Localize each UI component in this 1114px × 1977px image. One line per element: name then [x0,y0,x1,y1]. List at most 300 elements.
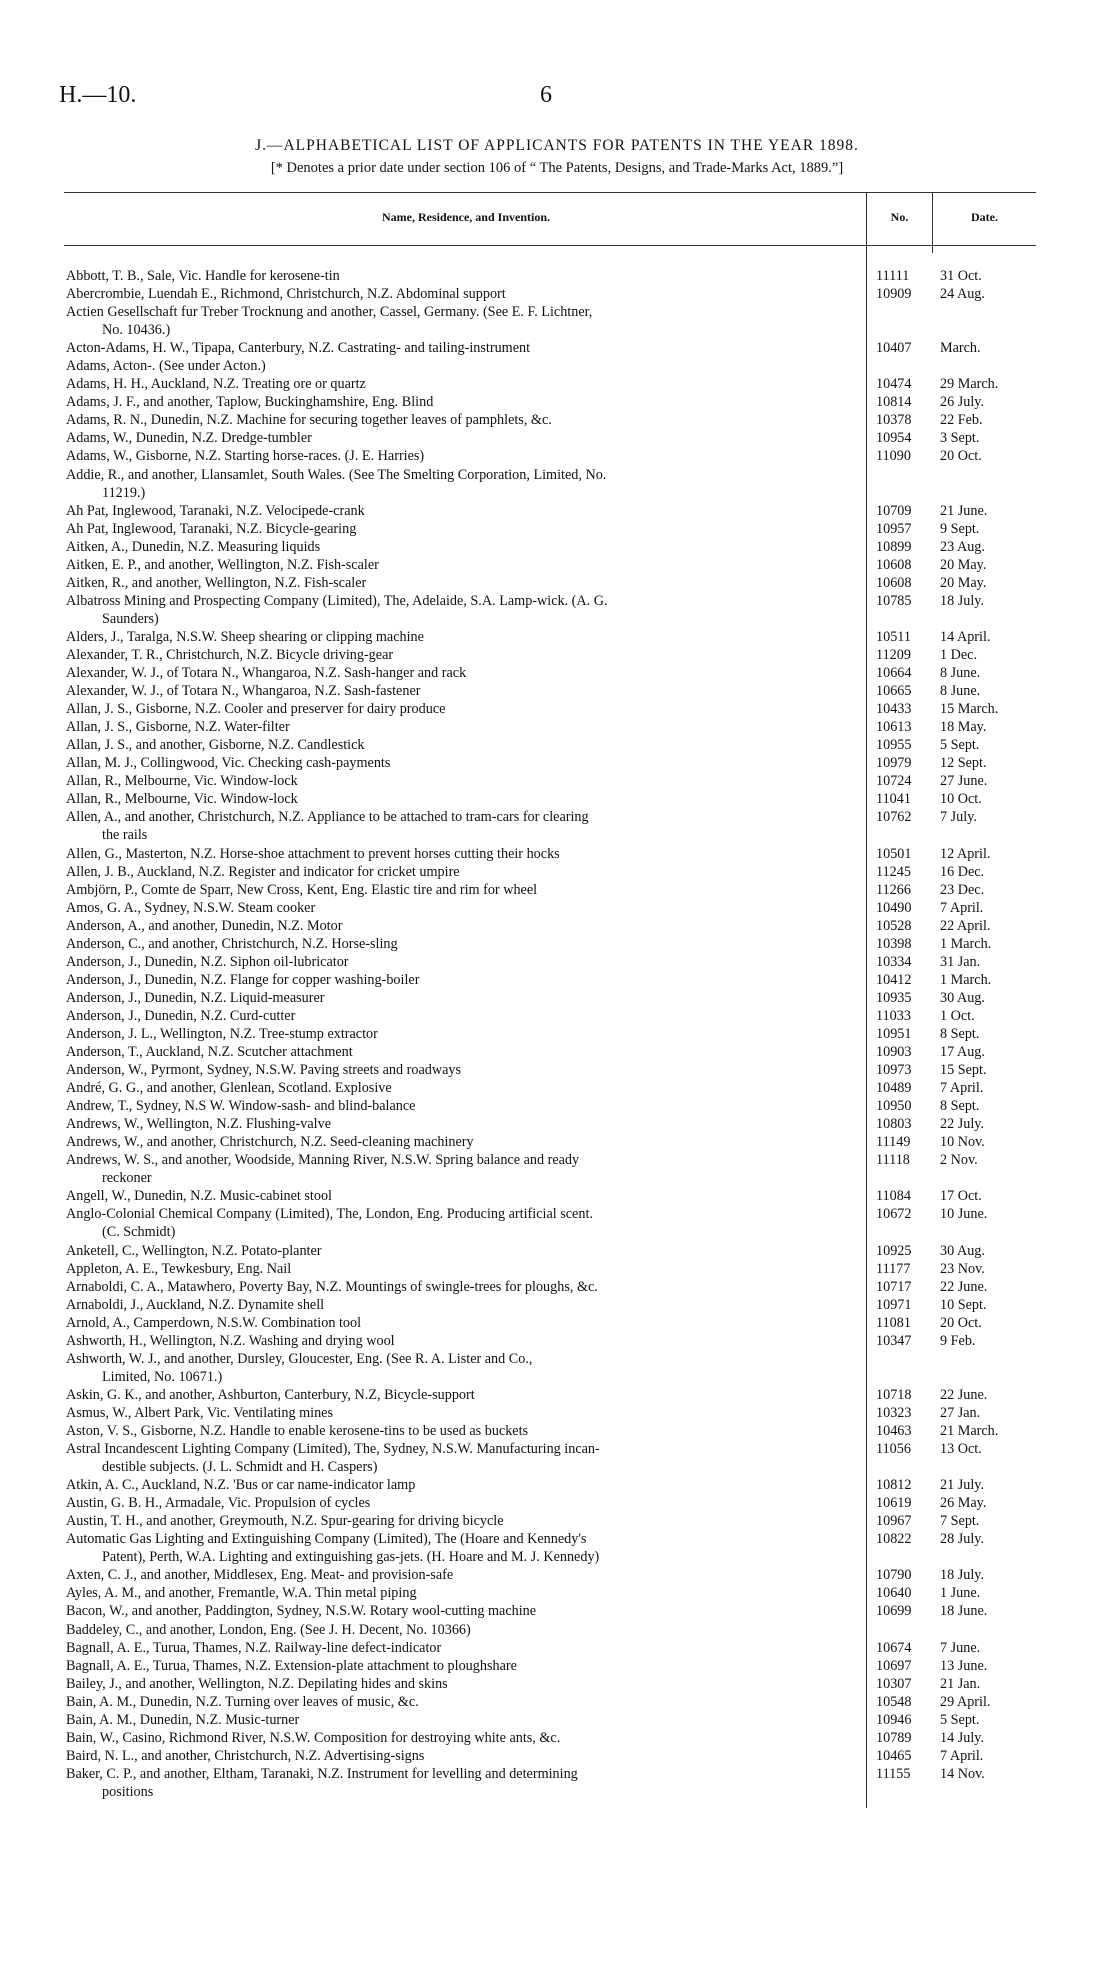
applicant-text [66,538,862,556]
applicant-cell [66,429,868,447]
applicant-cell [66,1314,868,1332]
applicant-text [66,1530,862,1548]
table-row [66,989,1036,1007]
application-date: 10 Oct. [940,791,982,808]
patent-number: 10762 [876,809,912,826]
applicant-cell [66,1711,868,1729]
applicant-line: Allan, R., Melbourne, Vic. Window-lock [66,773,298,790]
application-date: 15 March. [940,701,999,718]
applicant-cell [66,1260,868,1278]
applicant-line: Andrew, T., Sydney, N.S W. Window-sash- and blind-balance [66,1098,416,1115]
applicant-line: Aitken, R., and another, Wellington, N.Z. Fish-scaler [66,574,367,591]
table-row [66,682,1036,700]
table-row [66,538,1036,556]
patent-number: 11111 [876,268,910,284]
patent-number: 10935 [876,989,912,1006]
table-row [66,1675,1036,1693]
table-row [66,285,1036,303]
applicant-cell [66,881,868,899]
applicant-text [66,1729,862,1747]
application-date: 27 Jan. [940,1404,981,1421]
applicant-continuation: Saunders) [102,610,159,627]
applicant-text [66,1693,862,1711]
application-date: 9 Feb. [940,1332,976,1349]
applicant-line: Anderson, J. L., Wellington, N.Z. Tree-stump extractor [66,1025,378,1042]
patent-number: 10511 [876,628,911,645]
applicant-cell [66,1494,868,1512]
application-date: 14 April. [940,628,991,645]
application-date [932,357,1036,375]
applicant-line: Askin, G. K., and another, Ashburton, Canterbury, N.Z, Bicycle-support [66,1386,475,1403]
patent-number: 11090 [876,448,911,465]
patent-number: 10822 [876,1531,912,1548]
applicant-cell [66,267,868,285]
applicant-text [66,1187,862,1205]
patent-number: 10664 [876,665,912,682]
applicant-line: Andrews, W., and another, Christchurch, N.Z. Seed-cleaning machinery [66,1134,474,1151]
applicant-text [66,700,862,718]
applicant-line: Arnaboldi, C. A., Matawhero, Poverty Bay, N.Z. Mountings of swingle-trees for ploughs, &c. [66,1278,598,1295]
applicant-text [66,375,862,393]
application-date: 22 June. [940,1278,988,1295]
applicant-text [66,1278,862,1296]
applicant-text [66,1314,862,1332]
applicant-text [66,1602,862,1620]
applicant-text [66,772,862,790]
table-row [66,1711,1036,1729]
applicant-line: Abbott, T. B., Sale, Vic. Handle for kerosene-tin [66,268,340,284]
applicant-line: Austin, G. B. H., Armadale, Vic. Propulsion of cycles [66,1495,371,1512]
applicant-line: Alders, J., Taralga, N.S.W. Sheep shearing or clipping machine [66,628,424,645]
table-row [66,1115,1036,1133]
applicant-continuation: positions [102,1783,154,1800]
applicant-line: Bailey, J., and another, Wellington, N.Z. Depilating hides and skins [66,1675,448,1692]
application-date: 22 April. [940,917,991,934]
patent-number: 10640 [876,1585,912,1602]
applicant-cell [66,1639,868,1657]
applicant-text [66,1512,862,1530]
applicant-cell [66,393,868,411]
table-row [66,754,1036,772]
patent-number: 10407 [876,340,912,357]
table-row [66,1476,1036,1494]
application-date: 14 July. [940,1729,985,1746]
applicant-line: Atkin, A. C., Auckland, N.Z. 'Bus or car name-indicator lamp [66,1477,416,1494]
table-row [66,1332,1036,1350]
applicant-cell [66,1025,868,1043]
applicant-text [66,1097,862,1115]
applicant-cell [66,1187,868,1205]
applicant-cell [66,1584,868,1602]
application-date: 12 April. [940,845,991,862]
patent-number: 10717 [876,1278,912,1295]
application-date: 18 June. [940,1603,988,1620]
applicant-cell [66,1602,868,1620]
applicant-text [66,1386,862,1404]
patent-number: 10548 [876,1693,912,1710]
applicant-line: Alexander, W. J., of Totara N., Whangaroa, N.Z. Sash-fastener [66,683,421,700]
application-date: 31 Oct. [940,268,982,284]
table-row [66,303,1036,339]
patent-number: 10528 [876,917,912,934]
table-row [66,790,1036,808]
applicant-cell [66,1350,868,1386]
patent-number [868,466,932,502]
applicant-line: Ashworth, W. J., and another, Dursley, Gloucester, Eng. (See R. A. Lister and Co., [66,1350,533,1367]
application-date: 10 Nov. [940,1134,985,1151]
patent-number: 10709 [876,502,912,519]
applicant-text [66,592,862,610]
applicant-cell [66,989,868,1007]
application-date: 26 July. [940,394,985,411]
patent-number: 10697 [876,1657,912,1674]
application-date: 23 Dec. [940,881,985,898]
applicant-line: Adams, Acton-. (See under Acton.) [66,358,266,375]
applicant-text [66,646,862,664]
application-date: 5 Sept. [940,737,980,754]
applicant-text [66,989,862,1007]
applicant-continuation: reckoner [102,1170,152,1187]
application-date: 13 June. [940,1657,988,1674]
table-row [66,429,1036,447]
applicant-line: Ambjörn, P., Comte de Sparr, New Cross, Kent, Eng. Elastic tire and rim for wheel [66,881,538,898]
applicant-line: Amos, G. A., Sydney, N.S.W. Steam cooker [66,899,316,916]
application-date: 12 Sept. [940,755,987,772]
applicant-cell [66,772,868,790]
patent-number: 11041 [876,791,911,808]
patent-number [868,1350,932,1386]
applicant-text [66,447,862,465]
applicant-text [66,682,862,700]
application-date: 20 May. [940,556,987,573]
table-row [66,1602,1036,1620]
applicant-text [66,1440,862,1458]
table-row [66,375,1036,393]
column-header-date: Date. [971,210,998,224]
page-number: 6 [540,82,552,108]
applicant-line: Bain, W., Casino, Richmond River, N.S.W. Composition for destroying white ants, &c. [66,1729,561,1746]
patent-number: 11149 [876,1134,911,1151]
applicant-cell [66,1476,868,1494]
applicant-line: Appleton, A. E., Tewkesbury, Eng. Nail [66,1260,292,1277]
applicant-text [66,1675,862,1693]
applicant-text [66,1747,862,1765]
applicant-text [66,1476,862,1494]
patent-number: 10489 [876,1080,912,1097]
table-row [66,1657,1036,1675]
applicant-text [66,556,862,574]
patent-number: 10909 [876,286,912,303]
table-row [66,1729,1036,1747]
applicant-text [66,808,862,826]
application-date: 21 March. [940,1423,999,1439]
table-row [66,267,1036,285]
application-date: 8 Sept. [940,1025,980,1042]
patent-number: 10718 [876,1386,912,1403]
table-row [66,772,1036,790]
table-row [66,393,1036,411]
applicant-text [66,411,862,429]
applicant-text [66,790,862,808]
table-row [66,953,1036,971]
applicant-cell [66,790,868,808]
applicant-cell [66,1440,868,1476]
applicant-cell [66,285,868,303]
applicant-line: Asmus, W., Albert Park, Vic. Ventilating mines [66,1404,333,1421]
applicant-cell [66,1097,868,1115]
applicant-text [66,1494,862,1512]
application-date: 26 May. [940,1495,987,1512]
patent-number: 10946 [876,1711,912,1728]
applicant-cell [66,628,868,646]
application-date: 20 May. [940,574,987,591]
applicant-line: Austin, T. H., and another, Greymouth, N.Z. Spur-gearing for driving bicycle [66,1513,504,1530]
applicant-line: Bagnall, A. E., Turua, Thames, N.Z. Railway-line defect-indicator [66,1639,442,1656]
applicant-text [66,1151,862,1169]
patent-number [868,303,932,339]
application-date: 30 Aug. [940,989,985,1006]
table-row [66,1097,1036,1115]
table-row [66,1025,1036,1043]
table-row [66,1079,1036,1097]
applicant-continuation: No. 10436.) [102,322,171,339]
applicant-text [66,1422,862,1440]
applicant-text [66,1133,862,1151]
patent-number: 10971 [876,1296,912,1313]
applicant-cell [66,502,868,520]
applicant-line: Actien Gesellschaft fur Treber Trocknung and another, Cassel, Germany. (See E. F. Lichtner, [66,304,593,321]
applicant-line: Adams, W., Dunedin, N.Z. Dredge-tumbler [66,430,312,447]
application-date: 22 June. [940,1386,988,1403]
applicant-line: Alexander, T. R., Christchurch, N.Z. Bicycle driving-gear [66,646,394,663]
application-date: 1 March. [940,971,992,988]
patent-number: 10789 [876,1729,912,1746]
application-date [932,1350,1036,1386]
applicant-text [66,574,862,592]
applicant-continuation: (C. Schmidt) [102,1224,176,1241]
patent-number: 10347 [876,1332,912,1349]
applicant-text [66,1025,862,1043]
applicant-line: Abercrombie, Luendah E., Richmond, Christchurch, N.Z. Abdominal support [66,286,506,303]
table-row [66,700,1036,718]
applicant-line: Aitken, E. P., and another, Wellington, N.Z. Fish-scaler [66,556,379,573]
applicant-line: Anderson, J., Dunedin, N.Z. Liquid-measurer [66,989,325,1006]
table-row [66,881,1036,899]
application-date [932,1621,1036,1639]
application-date: 21 June. [940,502,988,519]
applicant-cell [66,1242,868,1260]
application-date: 8 June. [940,665,981,682]
applicant-line: Allan, J. S., Gisborne, N.Z. Cooler and preserver for dairy produce [66,701,446,718]
applicant-text [66,429,862,447]
applicant-line: Anderson, C., and another, Christchurch, N.Z. Horse-sling [66,935,398,952]
applicant-text [66,718,862,736]
applicant-line: Anderson, J., Dunedin, N.Z. Flange for copper washing-boiler [66,971,420,988]
applicant-line: Anderson, J., Dunedin, N.Z. Siphon oil-lubricator [66,953,349,970]
application-date: 7 July. [940,809,977,826]
applicant-cell [66,1205,868,1241]
application-date: 8 Sept. [940,1098,980,1115]
applicant-cell [66,718,868,736]
applicant-cell [66,1747,868,1765]
applicant-cell [66,1530,868,1566]
patent-number: 10979 [876,755,912,772]
table-row [66,556,1036,574]
applicant-continuation: 11219.) [102,484,146,501]
applicant-continuation: Limited, No. 10671.) [102,1368,223,1385]
applicant-cell [66,700,868,718]
table-row [66,863,1036,881]
applicant-line: Bagnall, A. E., Turua, Thames, N.Z. Extension-plate attachment to ploughshare [66,1657,517,1674]
applicant-text [66,628,862,646]
table-row [66,574,1036,592]
table-header-rule [64,245,1036,246]
applicant-line: Allan, J. S., Gisborne, N.Z. Water-filter [66,719,290,736]
table-row [66,646,1036,664]
applicant-cell [66,466,868,502]
patent-number: 11209 [876,646,911,663]
patent-number: 10378 [876,412,912,429]
applicant-text [66,736,862,754]
applicant-cell [66,1133,868,1151]
applicant-cell [66,754,868,772]
applicant-text [66,1205,862,1223]
applicant-cell [66,808,868,844]
patent-number: 10433 [876,701,912,718]
applicant-cell [66,1422,868,1440]
applicant-line: Baddeley, C., and another, London, Eng. (See J. H. Decent, No. 10366) [66,1621,471,1638]
applicant-text [66,953,862,971]
patent-number: 10463 [876,1423,912,1439]
patent-number: 10899 [876,538,912,555]
patent-number: 10501 [876,845,912,862]
applicant-line: Bain, A. M., Dunedin, N.Z. Music-turner [66,1711,300,1728]
application-date: 15 Sept. [940,1062,987,1079]
applicant-cell [66,1151,868,1187]
table-row [66,899,1036,917]
applicant-text [66,881,862,899]
applicant-cell [66,1693,868,1711]
applicant-text [66,1404,862,1422]
applicant-cell [66,1079,868,1097]
application-date: 17 Aug. [940,1044,985,1061]
patent-number: 10973 [876,1062,912,1079]
applicant-text [66,971,862,989]
applicant-line: Acton-Adams, H. W., Tipapa, Canterbury, N.Z. Castrating- and tailing-instrument [66,340,531,357]
application-date: 13 Oct. [940,1441,982,1458]
patent-number: 10785 [876,592,912,609]
application-date: 22 Feb. [940,412,983,429]
applicant-cell [66,1621,868,1639]
applicant-cell [66,664,868,682]
applicant-cell [66,736,868,754]
applicant-text [66,1260,862,1278]
applicant-continuation: the rails [102,827,148,844]
table-row [66,339,1036,357]
applicant-cell [66,1296,868,1314]
applicant-line: Adams, J. F., and another, Taplow, Buckinghamshire, Eng. Blind [66,394,434,411]
applicant-line: Anketell, C., Wellington, N.Z. Potato-planter [66,1242,322,1259]
applicant-cell [66,935,868,953]
applicant-text [66,1007,862,1025]
patent-number: 11155 [876,1765,911,1782]
page-title: J.—ALPHABETICAL LIST OF APPLICANTS FOR PATENTS IN THE YEAR 1898. [255,137,859,154]
patent-number: 10674 [876,1639,912,1656]
patent-number: 11084 [876,1188,911,1205]
applicant-cell [66,1657,868,1675]
applicant-cell [66,538,868,556]
application-date: March. [940,340,981,357]
table-row [66,466,1036,502]
patent-number: 10672 [876,1206,912,1223]
table-row [66,845,1036,863]
applicant-line: Anglo-Colonial Chemical Company (Limited), The, London, Eng. Producing artificial scent. [66,1206,593,1223]
applicant-cell [66,520,868,538]
applicant-cell [66,1404,868,1422]
table-row [66,592,1036,628]
patent-number: 10812 [876,1477,912,1494]
table-row [66,1693,1036,1711]
applicant-line: Arnold, A., Camperdown, N.S.W. Combination tool [66,1314,362,1331]
patent-number: 10474 [876,376,912,393]
applicant-line: Axten, C. J., and another, Middlesex, Eng. Meat- and provision-safe [66,1567,454,1584]
applicant-line: Allan, J. S., and another, Gisborne, N.Z. Candlestick [66,737,365,754]
patent-number: 10412 [876,971,912,988]
applicant-line: Ah Pat, Inglewood, Taranaki, N.Z. Velocipede-crank [66,502,365,519]
table-row [66,1260,1036,1278]
applicant-text [66,1350,862,1368]
applicant-cell [66,863,868,881]
patent-number: 10398 [876,935,912,952]
applicant-line: Albatross Mining and Prospecting Company (Limited), The, Adelaide, S.A. Lamp-wick. (A. G. [66,592,608,609]
table-row [66,1566,1036,1584]
patent-number: 11266 [876,881,911,898]
applicant-line: Arnaboldi, J., Auckland, N.Z. Dynamite shell [66,1296,325,1313]
applicant-text [66,1584,862,1602]
applicant-cell [66,971,868,989]
applicant-cell [66,1566,868,1584]
applicant-line: Andrews, W. S., and another, Woodside, Manning River, N.S.W. Spring balance and ready [66,1152,580,1169]
table-row [66,1494,1036,1512]
applicant-line: Allen, A., and another, Christchurch, N.Z. Appliance to be attached to tram-cars for clearing [66,809,589,826]
application-date: 5 Sept. [940,1711,980,1728]
application-date [932,303,1036,339]
applicant-line: Aston, V. S., Gisborne, N.Z. Handle to enable kerosene-tins to be used as buckets [66,1423,529,1439]
patent-number: 10955 [876,737,912,754]
application-date: 20 Oct. [940,1314,982,1331]
applicant-text [66,285,862,303]
table-row [66,1314,1036,1332]
applicant-line: Allan, R., Melbourne, Vic. Window-lock [66,791,298,808]
application-date: 7 June. [940,1639,981,1656]
patent-number: 10665 [876,683,912,700]
patent-number: 10699 [876,1603,912,1620]
applicant-text [66,845,862,863]
applicant-cell [66,1332,868,1350]
table-row [66,1133,1036,1151]
table-row [66,971,1036,989]
patent-number: 10925 [876,1242,912,1259]
table-row [66,935,1036,953]
patent-number: 10950 [876,1098,912,1115]
applicant-text [66,520,862,538]
table-row [66,411,1036,429]
applicant-text [66,303,862,321]
applicant-text [66,357,862,375]
applicant-cell [66,1278,868,1296]
table-row [66,1151,1036,1187]
application-date: 20 Oct. [940,448,982,465]
